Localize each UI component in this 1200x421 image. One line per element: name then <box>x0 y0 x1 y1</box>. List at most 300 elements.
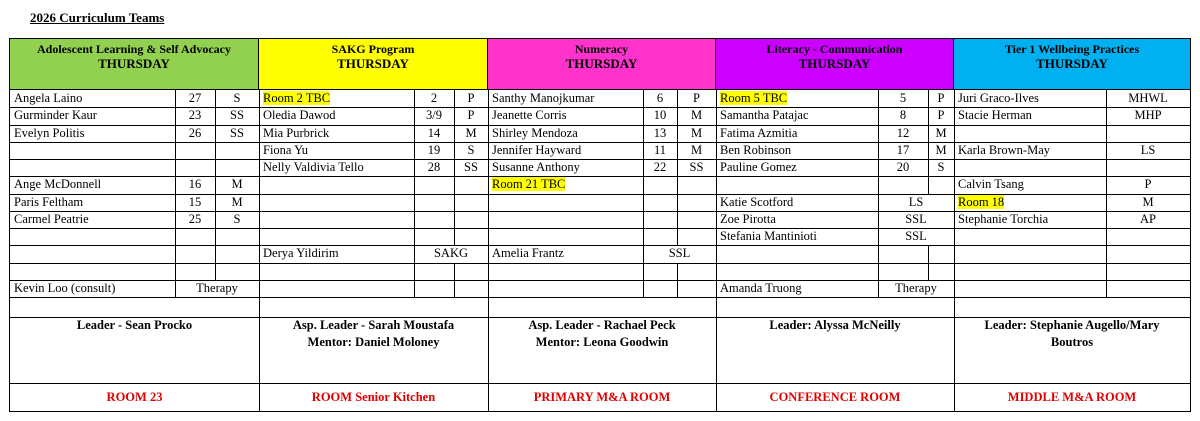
grid-line <box>454 125 455 142</box>
sakg-cell-num <box>414 125 454 142</box>
grid-line <box>215 176 216 193</box>
grid-line <box>1106 90 1107 107</box>
adolescent-cell-code <box>215 107 259 124</box>
literacy-code: M <box>935 125 947 140</box>
grid-line <box>414 194 415 211</box>
wellbeing-cell-name <box>954 159 1106 176</box>
sakg-name: Fiona Yu <box>263 142 309 157</box>
sakg-code: P <box>467 108 475 123</box>
literacy-cell-num <box>878 263 928 280</box>
sakg-code: M <box>465 125 477 140</box>
wellbeing-cell-role <box>1106 280 1190 297</box>
literacy-cell-num <box>878 125 928 142</box>
grid-line <box>878 211 879 228</box>
adolescent-cell-name <box>10 159 175 176</box>
adolescent-cell-name <box>10 194 175 211</box>
numeracy-code: P <box>693 91 700 105</box>
numeracy-num: SSL <box>668 246 691 261</box>
numeracy-cell-code <box>677 176 716 193</box>
grid-line <box>878 176 879 193</box>
grid-line <box>175 211 176 228</box>
grid-line <box>454 228 455 245</box>
numeracy-cell-name <box>488 176 643 193</box>
adolescent-cell-code <box>215 245 259 262</box>
sakg-cell-code <box>454 176 488 193</box>
wellbeing-cell-name <box>954 90 1106 107</box>
grid-line <box>454 280 455 297</box>
literacy-cell-name <box>716 280 878 297</box>
numeracy-cell-name <box>488 263 643 280</box>
numeracy-cell-code <box>677 159 716 176</box>
grid-line <box>414 159 415 176</box>
literacy-cell-code <box>928 107 954 124</box>
numeracy-cell-code <box>677 263 716 280</box>
grid-line <box>414 176 415 193</box>
wellbeing-name: Stephanie Torchia <box>958 211 1049 226</box>
numeracy-num: 6 <box>656 91 664 105</box>
wellbeing-cell-name <box>954 142 1106 159</box>
sakg-cell-code <box>454 211 488 228</box>
adolescent-code: SS <box>230 125 244 140</box>
column-divider <box>716 317 717 412</box>
literacy-cell-num <box>878 228 954 245</box>
grid-line <box>677 211 678 228</box>
adolescent-cell-name <box>10 280 175 297</box>
literacy-cell-code <box>928 176 954 193</box>
grid-line <box>878 90 879 107</box>
literacy-num: 20 <box>896 160 910 174</box>
sakg-cell-code <box>454 142 488 159</box>
grid-line <box>414 90 415 107</box>
grid-line <box>215 194 216 211</box>
literacy-num: LS <box>908 194 924 209</box>
adolescent-name: Paris Feltham <box>14 194 84 209</box>
adolescent-num: 26 <box>188 125 202 140</box>
sakg-cell-num <box>414 159 454 176</box>
adolescent-num: 27 <box>188 91 202 105</box>
literacy-name: Stefania Mantinioti <box>720 229 817 243</box>
sakg-cell-num <box>414 176 454 193</box>
room-adolescent: ROOM 23 <box>106 390 163 404</box>
header-day: THURSDAY <box>798 56 871 71</box>
wellbeing-name: Karla Brown-May <box>958 142 1050 157</box>
grid-line <box>454 107 455 124</box>
grid-line <box>1106 280 1107 297</box>
numeracy-code: M <box>690 142 703 157</box>
grid-line <box>414 125 415 142</box>
literacy-code: P <box>937 91 945 105</box>
sakg-cell-name <box>259 159 414 176</box>
adolescent-name: Ange McDonnell <box>14 177 102 192</box>
numeracy-cell-num <box>643 194 677 211</box>
wellbeing-cell-role <box>1106 142 1190 159</box>
sakg-num: 3/9 <box>426 108 442 123</box>
grid-line <box>954 297 1190 298</box>
grid-line <box>488 297 716 298</box>
header-title: Numeracy <box>574 42 629 56</box>
numeracy-name: Santhy Manojkumar <box>492 91 595 105</box>
numeracy-name: Susanne Anthony <box>492 160 580 174</box>
wellbeing-role: MHWL <box>1128 91 1168 105</box>
literacy-code: P <box>937 108 945 123</box>
sakg-name: Derya Yildirim <box>263 246 339 261</box>
adolescent-name: Kevin Loo (consult) <box>14 280 116 295</box>
literacy-cell-name <box>716 228 878 245</box>
numeracy-cell-code <box>677 125 716 142</box>
adolescent-cell-code <box>215 176 259 193</box>
wellbeing-cell-role <box>1106 263 1190 280</box>
leader-literacy <box>716 317 954 383</box>
adolescent-cell-num <box>175 176 215 193</box>
grid-line <box>175 159 176 176</box>
column-divider <box>259 317 260 412</box>
grid-line <box>878 142 879 159</box>
literacy-num: Therapy <box>895 280 937 295</box>
adolescent-cell-num <box>175 125 215 142</box>
grid-line <box>677 159 678 176</box>
adolescent-cell-num <box>175 107 215 124</box>
numeracy-cell-code <box>677 228 716 245</box>
wellbeing-cell-role <box>1106 211 1190 228</box>
header-title: Tier 1 Wellbeing Practices <box>1004 42 1140 56</box>
adolescent-num: 16 <box>188 177 202 192</box>
grid-line <box>175 263 176 280</box>
adolescent-cell-name <box>10 228 175 245</box>
adolescent-cell-num <box>175 90 215 107</box>
grid-line <box>454 194 455 211</box>
sakg-cell-name <box>259 90 414 107</box>
numeracy-cell-code <box>677 90 716 107</box>
literacy-cell-code <box>928 142 954 159</box>
header-adolescent <box>10 39 259 90</box>
numeracy-cell-num <box>643 176 677 193</box>
leader-line: Boutros <box>1050 335 1094 349</box>
grid-line <box>175 245 176 262</box>
numeracy-cell-name <box>488 142 643 159</box>
leader-line: Mentor: Daniel Moloney <box>307 335 440 349</box>
grid-line <box>928 90 929 107</box>
grid-line <box>878 194 879 211</box>
grid-line <box>215 263 216 280</box>
sakg-cell-name <box>259 142 414 159</box>
adolescent-cell-name <box>10 142 175 159</box>
sakg-cell-name <box>259 245 414 262</box>
header-day: THURSDAY <box>337 56 409 71</box>
literacy-num: 12 <box>896 125 910 140</box>
adolescent-cell-code <box>215 142 259 159</box>
grid-line <box>677 228 678 245</box>
sakg-name: Oledia Dawod <box>263 108 336 123</box>
adolescent-cell-name <box>10 90 175 107</box>
grid-line <box>677 90 678 107</box>
grid-line <box>215 90 216 107</box>
grid-line <box>10 297 259 298</box>
wellbeing-cell-name <box>954 176 1106 193</box>
grid-line <box>215 211 216 228</box>
numeracy-code: M <box>690 125 703 140</box>
wellbeing-cell-role <box>1106 107 1190 124</box>
sakg-cell-code <box>454 194 488 211</box>
wellbeing-cell-role <box>1106 90 1190 107</box>
literacy-cell-num <box>878 159 928 176</box>
grid-line <box>643 194 644 211</box>
curriculum-table <box>9 38 1191 412</box>
grid-line <box>454 142 455 159</box>
wellbeing-role: MHP <box>1134 108 1162 123</box>
adolescent-code: M <box>231 177 243 192</box>
literacy-cell-num <box>878 107 928 124</box>
sakg-num: 14 <box>427 125 441 140</box>
literacy-name: Zoe Pirotta <box>720 211 776 226</box>
literacy-cell-name <box>716 159 878 176</box>
grid-line <box>454 90 455 107</box>
adolescent-cell-name <box>10 211 175 228</box>
page-title: 2026 Curriculum Teams <box>30 10 165 25</box>
grid-line <box>175 125 176 142</box>
grid-line <box>677 142 678 159</box>
grid-line <box>643 245 644 262</box>
numeracy-name: Shirley Mendoza <box>492 125 578 140</box>
grid-line <box>928 176 929 193</box>
literacy-cell-name <box>716 125 878 142</box>
grid-line <box>677 107 678 124</box>
wellbeing-cell-name <box>954 107 1106 124</box>
literacy-cell-num <box>878 245 928 262</box>
numeracy-cell-num <box>643 211 677 228</box>
wellbeing-cell-name <box>954 280 1106 297</box>
numeracy-cell-name <box>488 228 643 245</box>
literacy-num: SSL <box>905 211 927 226</box>
sakg-num: SAKG <box>433 246 469 261</box>
numeracy-cell-num <box>643 159 677 176</box>
numeracy-cell-num <box>643 228 677 245</box>
grid-line <box>454 176 455 193</box>
adolescent-name: Angela Laino <box>14 91 83 105</box>
grid-line <box>215 228 216 245</box>
adolescent-num: 25 <box>188 211 202 226</box>
grid-line <box>1106 245 1107 262</box>
wellbeing-role: P <box>1144 177 1152 192</box>
grid-line <box>677 263 678 280</box>
adolescent-cell-name <box>10 107 175 124</box>
sakg-cell-code <box>454 90 488 107</box>
leader-adolescent <box>10 317 259 383</box>
numeracy-cell-num <box>643 280 677 297</box>
adolescent-cell-num <box>175 263 215 280</box>
sakg-num: 19 <box>427 142 441 157</box>
adolescent-code: S <box>233 91 241 105</box>
grid-line <box>643 211 644 228</box>
sakg-cell-num <box>414 107 454 124</box>
wellbeing-cell-name <box>954 125 1106 142</box>
adolescent-cell-num <box>175 211 215 228</box>
grid-line <box>1106 142 1107 159</box>
wellbeing-role: LS <box>1140 142 1156 157</box>
numeracy-cell-name <box>488 245 643 262</box>
literacy-num: 5 <box>899 91 907 105</box>
sakg-cell-num <box>414 245 488 262</box>
numeracy-code: SS <box>689 160 704 174</box>
numeracy-cell-name <box>488 90 643 107</box>
adolescent-cell-name <box>10 176 175 193</box>
leader-line: Asp. Leader - Sarah Moustafa <box>292 318 455 332</box>
grid-line <box>928 263 929 280</box>
grid-line <box>414 245 415 262</box>
literacy-cell-name <box>716 142 878 159</box>
header-sakg <box>259 39 488 90</box>
adolescent-cell-code <box>215 211 259 228</box>
adolescent-cell-code <box>215 263 259 280</box>
literacy-name: Ben Robinson <box>720 142 792 157</box>
grid-line <box>878 159 879 176</box>
grid-line <box>414 228 415 245</box>
numeracy-cell-name <box>488 194 643 211</box>
sakg-name: Nelly Valdivia Tello <box>263 160 364 174</box>
adolescent-code: M <box>231 194 243 209</box>
leader-line: Leader: Alyssa McNeilly <box>769 318 901 332</box>
literacy-num: 17 <box>896 142 910 157</box>
sakg-cell-name <box>259 263 414 280</box>
sakg-code: P <box>467 91 475 105</box>
adolescent-cell-num <box>175 228 215 245</box>
sakg-cell-code <box>454 159 488 176</box>
grid-line <box>454 211 455 228</box>
sakg-cell-code <box>454 280 488 297</box>
numeracy-name: Room 21 TBC <box>492 177 566 192</box>
grid-line <box>643 280 644 297</box>
grid-line <box>1106 228 1107 245</box>
numeracy-name: Amelia Frantz <box>492 246 564 261</box>
sakg-cell-num <box>414 263 454 280</box>
numeracy-cell-num <box>643 107 677 124</box>
literacy-name: Katie Scotford <box>720 194 794 209</box>
adolescent-num: 15 <box>188 194 202 209</box>
grid-line <box>643 125 644 142</box>
numeracy-cell-name <box>488 280 643 297</box>
column-divider <box>954 317 955 412</box>
adolescent-num: Therapy <box>196 280 238 295</box>
grid-line <box>1106 125 1107 142</box>
grid-line <box>677 194 678 211</box>
adolescent-cell-code <box>215 90 259 107</box>
wellbeing-name: Calvin Tsang <box>958 177 1024 192</box>
leader-sakg <box>259 317 488 383</box>
grid-line <box>1106 107 1107 124</box>
grid-line <box>215 245 216 262</box>
grid-line <box>928 245 929 262</box>
adolescent-name: Carmel Peatrie <box>14 211 89 226</box>
grid-line <box>928 107 929 124</box>
literacy-code: S <box>937 160 945 174</box>
grid-line <box>1106 159 1107 176</box>
literacy-cell-name <box>716 211 878 228</box>
adolescent-code: SS <box>230 108 244 123</box>
room-literacy: CONFERENCE ROOM <box>769 390 901 404</box>
grid-line <box>1106 194 1107 211</box>
grid-line <box>414 263 415 280</box>
grid-line <box>1106 263 1107 280</box>
grid-line <box>215 159 216 176</box>
numeracy-cell-code <box>677 142 716 159</box>
grid-line <box>643 176 644 193</box>
sakg-code: S <box>467 142 475 157</box>
numeracy-cell-num <box>643 142 677 159</box>
leader-line: Mentor: Leona Goodwin <box>535 335 669 349</box>
sakg-cell-num <box>414 142 454 159</box>
room-sakg: ROOM Senior Kitchen <box>311 390 436 404</box>
sakg-cell-num <box>414 194 454 211</box>
wellbeing-cell-role <box>1106 228 1190 245</box>
literacy-cell-code <box>928 90 954 107</box>
grid-line <box>928 142 929 159</box>
grid-line <box>878 125 879 142</box>
sakg-cell-name <box>259 211 414 228</box>
grid-line <box>878 245 879 262</box>
grid-line <box>677 280 678 297</box>
literacy-num: 8 <box>899 108 907 123</box>
sakg-code: SS <box>464 160 478 174</box>
adolescent-cell-name <box>10 245 175 262</box>
room-wellbeing: MIDDLE M&A ROOM <box>1007 390 1137 404</box>
grid-line <box>215 125 216 142</box>
sakg-cell-code <box>454 263 488 280</box>
wellbeing-role: M <box>1142 194 1154 209</box>
literacy-cell-code <box>928 245 954 262</box>
grid-line <box>643 159 644 176</box>
sakg-cell-name <box>259 228 414 245</box>
sakg-cell-num <box>414 90 454 107</box>
literacy-name: Samantha Patajac <box>720 108 809 123</box>
sakg-cell-name <box>259 176 414 193</box>
grid-line <box>1106 211 1107 228</box>
grid-line <box>677 125 678 142</box>
literacy-cell-num <box>878 211 954 228</box>
adolescent-name: Gurminder Kaur <box>14 108 97 123</box>
grid-line <box>175 90 176 107</box>
adolescent-cell-num <box>175 194 215 211</box>
wellbeing-cell-role <box>1106 245 1190 262</box>
grid-line <box>175 194 176 211</box>
sakg-cell-name <box>259 280 414 297</box>
wellbeing-cell-name <box>954 263 1106 280</box>
adolescent-cell-code <box>215 125 259 142</box>
numeracy-name: Jennifer Hayward <box>492 142 582 157</box>
sakg-num: 2 <box>430 91 438 105</box>
grid-line <box>175 107 176 124</box>
grid-line <box>878 280 879 297</box>
sakg-cell-code <box>454 107 488 124</box>
grid-line <box>175 280 176 297</box>
adolescent-cell-code <box>215 194 259 211</box>
header-wellbeing <box>954 39 1190 90</box>
grid-line <box>414 211 415 228</box>
grid-line <box>716 297 954 298</box>
grid-line <box>643 228 644 245</box>
grid-line <box>928 125 929 142</box>
adolescent-cell-code <box>215 159 259 176</box>
literacy-cell-name <box>716 107 878 124</box>
adolescent-cell-num <box>175 142 215 159</box>
adolescent-cell-num <box>175 280 259 297</box>
grid-line <box>175 176 176 193</box>
grid-line <box>643 263 644 280</box>
grid-line <box>643 142 644 159</box>
wellbeing-name: Juri Graco-Ilves <box>958 91 1039 105</box>
grid-line <box>414 107 415 124</box>
wellbeing-name: Room 18 <box>958 194 1005 209</box>
grid-line <box>215 142 216 159</box>
adolescent-name: Evelyn Politis <box>14 125 85 140</box>
